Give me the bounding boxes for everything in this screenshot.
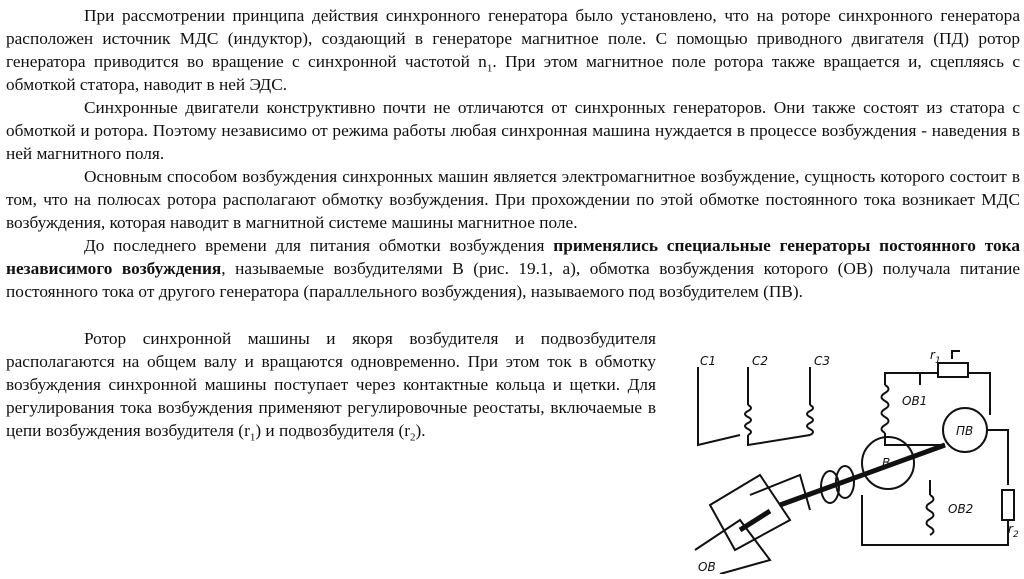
rheostat-r1 <box>938 363 968 377</box>
label-r2 <box>1008 522 1019 540</box>
label-r1-letter: r <box>930 348 935 362</box>
excitation-circuit-diagram <box>690 345 1024 574</box>
label-ov: ОВ <box>698 560 716 574</box>
paragraph-4 <box>6 234 1020 303</box>
winding-ob1 <box>882 385 889 433</box>
label-c1: C1 <box>700 354 717 368</box>
paragraph-2: Синхронные двигатели конструктивно почти не отличаются от синхронных генераторов. Они также состоят из статора с обмоткой и ротора. Поэтому независимо от режима работы любая синхронная машина нуждается в процессе возбуждения - наведения в ней магнитного поля. <box>6 98 1020 163</box>
label-pv: ПВ <box>956 424 974 438</box>
subscript: 1 <box>486 62 493 75</box>
subscript: 2 <box>410 431 416 444</box>
stator-coil-c2 <box>745 405 751 435</box>
paragraph-5 <box>6 327 656 442</box>
paragraph-4-end: , называемые возбудителями В (рис. 19.1, а), обмотка возбуждения которого (ОВ) получала питание постоянного тока от другого генератора (параллельного возбуждения), называемого под возбудителем (ПВ). <box>6 259 1021 301</box>
lower-text <box>6 327 656 442</box>
label-r1-sub: 1 <box>934 356 941 366</box>
rheostat-r1-slider <box>952 351 960 359</box>
label-r2-sub: 2 <box>1012 530 1019 540</box>
paragraph-1-tail: . При этом магнитное поле ротора также вращается и, сцепляясь с обмоткой статора, наводит в ней ЭДС. <box>6 52 1021 94</box>
stator-coil-c3 <box>807 405 813 435</box>
diagram-svg <box>690 345 1024 574</box>
paragraph-4-bold: применялись специальные генераторы постоянного тока независимого возбуждения <box>6 236 1020 278</box>
paragraph-3: Основным способом возбуждения синхронных машин является электромагнитное возбуждение, сущность которого состоит в том, что на полюсах ротора располагают обмотку возбуждения. При прохождении по этой обмотке постоянного тока возникает МДС возбуждения, которая наводит в магнитной системе машины магнитное поле. <box>6 167 1020 232</box>
subscript: 1 <box>249 431 256 444</box>
paragraph-4-start: До последнего времени для питания обмотки возбуждения <box>84 236 554 255</box>
wire-r2 <box>930 520 1008 545</box>
rheostat-r2 <box>1002 490 1014 520</box>
wire-r1-out <box>920 373 990 415</box>
label-b: В <box>882 456 891 470</box>
star-connection <box>748 435 810 445</box>
wire-c1 <box>698 367 740 445</box>
label-c2: C2 <box>752 354 769 368</box>
paragraph-1-text: При рассмотрении принципа действия синхронного генератора было установлено, что на роторе синхронного генератора расположен источник МДС (индуктор), создающий в генераторе магнитное поле. С помощью приводного двигателя (ПД) ротор генератора приводится во вращение с синхронной частотой n <box>6 6 1020 71</box>
paragraph-5-end: ). <box>415 421 426 440</box>
wire-pv <box>987 430 1008 485</box>
label-r2-letter: r <box>1008 522 1013 536</box>
wire-ob1 <box>885 433 945 445</box>
rotor-pole <box>710 475 790 550</box>
winding-ob2 <box>927 495 934 535</box>
paragraph-5-mid: ) и подвозбудителя (r <box>255 421 411 440</box>
wire-r1 <box>885 373 920 385</box>
paragraph-5-start: Ротор синхронной машины и якоря возбудителя и подвозбудителя располагаются на общем валу и вращаются одновременно. При этом ток в обмотку возбуждения синхронной машины поступает через контактные кольца и щетки. Для регулирования тока возбуждения применяют регулировочные реостаты, включаемые в цепи возбуждения возбудителя (r <box>6 329 656 440</box>
label-c3: C3 <box>814 354 831 368</box>
paragraph-1 <box>6 4 1020 96</box>
upper-text <box>6 4 1020 303</box>
label-r1 <box>930 348 941 366</box>
label-ob1: ОВ1 <box>902 394 928 408</box>
label-ob2: ОВ2 <box>948 502 974 516</box>
wire-exciter <box>862 495 930 545</box>
